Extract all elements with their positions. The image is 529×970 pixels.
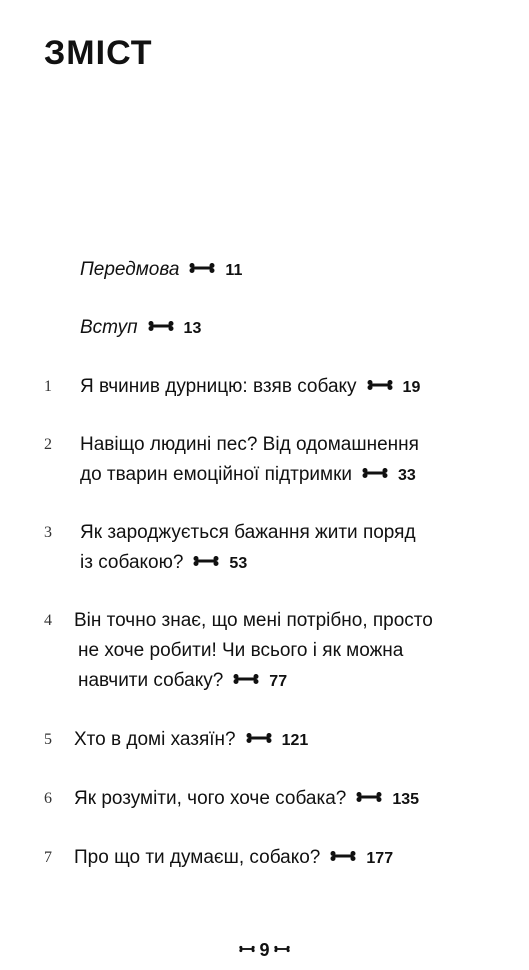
chapter-title: [80, 372, 490, 403]
bone-icon: [189, 263, 215, 273]
page-title: ЗМІСТ: [44, 34, 153, 72]
chapter-title: [74, 784, 484, 815]
page-number: 135: [392, 791, 420, 808]
chapter-title-line: Навіщо людині пес? Від одомашнення: [80, 434, 419, 455]
chapter-title-line: Я вчинив дурницю: взяв собаку: [80, 376, 357, 397]
chapter-number: 6: [44, 790, 52, 807]
chapter-number: 2: [44, 436, 52, 453]
page-footer: [0, 940, 529, 961]
bone-icon: [239, 944, 255, 954]
chapter-title-line: Як розуміти, чого хоче собака?: [74, 788, 347, 809]
bone-icon: [274, 944, 290, 954]
chapter-title-line: не хоче робити! Чи всього і як можна: [78, 640, 404, 661]
footer-page-number: 9: [259, 940, 270, 960]
bone-icon: [362, 468, 388, 478]
bone-icon: [246, 733, 272, 743]
chapter-title: [80, 255, 490, 286]
chapter-title-line: Як зароджується бажання жити поряд: [80, 522, 416, 543]
page-number: 77: [269, 673, 288, 690]
chapter-number: 4: [44, 612, 52, 629]
chapter-number: 5: [44, 731, 52, 748]
chapter-title: [74, 725, 484, 756]
chapter-title-line: із собакою?: [80, 552, 184, 573]
chapter-title: [80, 518, 490, 579]
chapter-title-line: до тварин емоційної підтримки: [80, 464, 353, 485]
bone-icon: [356, 792, 382, 802]
chapter-title: [80, 313, 490, 344]
chapter-number: 7: [44, 849, 52, 866]
chapter-number: 3: [44, 524, 52, 541]
page-number: 121: [281, 732, 309, 749]
chapter-title-line: Хто в домі хазяїн?: [74, 729, 236, 750]
chapter-title: [80, 430, 490, 491]
chapter-title-line: навчити собаку?: [78, 670, 224, 691]
chapter-title-line: Він точно знає, що мені потрібно, просто: [74, 610, 433, 631]
page-number: 53: [229, 555, 248, 572]
bone-icon: [193, 556, 219, 566]
page-number: 13: [183, 320, 202, 337]
chapter-title: [74, 606, 504, 697]
bone-icon: [367, 380, 393, 390]
chapter-number: 1: [44, 378, 52, 395]
chapter-title-line: Передмова: [80, 259, 180, 280]
page-number: 11: [225, 262, 243, 279]
chapter-title: [74, 843, 484, 874]
page-number: 19: [402, 379, 421, 396]
page-number: 33: [398, 467, 416, 484]
bone-icon: [233, 674, 259, 684]
chapter-title-line: Вступ: [80, 317, 138, 338]
bone-icon: [330, 851, 356, 861]
page-number: 177: [366, 850, 394, 867]
chapter-title-line: Про що ти думаєш, собако?: [74, 847, 321, 868]
bone-icon: [148, 321, 174, 331]
